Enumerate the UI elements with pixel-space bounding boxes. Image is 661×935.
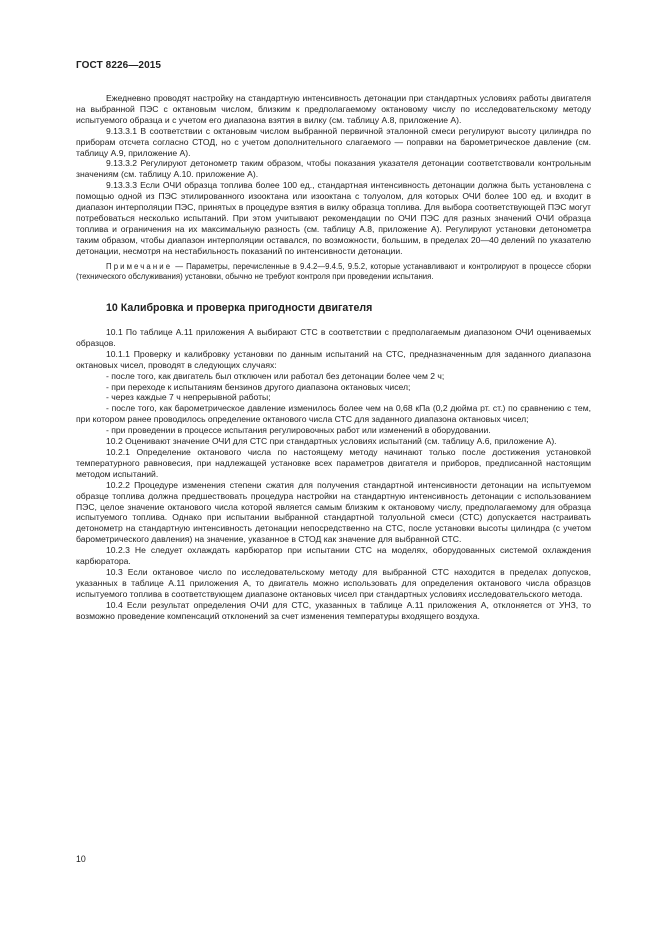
list-item: - при проведении в процессе испытания регулировочных работ или изменений в оборудовании. bbox=[106, 425, 491, 436]
paragraph-10-3: 10.3 Если октановое число по исследовательскому методу для выбранной СТС находится в пределах допусков, указанных в таблице А.11 приложения А, то двигатель можно использовать для определения октанового числа образцов испытуемого топлива в соответствующем диапазоне октановых чисел при стандартных условиях исследовательского метода. bbox=[76, 566, 591, 599]
document-body bbox=[76, 93, 591, 621]
list-item: - после того, как двигатель был отключен или работал без детонации более чем 2 ч; bbox=[106, 370, 445, 381]
list-item: - через каждые 7 ч непрерывной работы; bbox=[106, 392, 271, 403]
paragraph-10-2-3: 10.2.3 Не следует охлаждать карбюратор при испытании СТС на моделях, оборудованных системой охлаждения карбюратора. bbox=[76, 545, 591, 567]
note-text: — Параметры, перечисленные в 9.4.2—9.4.5, 9.5.2, которые устанавливают и контролируют в процессе сборки (технического обслуживания) установки, обычно не требуют контроля при проведении испытания. bbox=[76, 261, 591, 281]
paragraph-9-13-3-3: 9.13.3.3 Если ОЧИ образца топлива более 100 ед., стандартная интенсивность детонации должна быть установлена с помощью одной из ПЭС этилированного изооктана или изооктана с толуолом, для которых ОЧИ более 100 ед. и входит в диапазон интерполяции ПЭС, принятых в процедуре взятия в вилку образца топлива. Для выбора соответствующей ПЭС могут потребоваться несколько испытаний. При этом учитывают рекомендации по ОЧИ ПЭС для разных значений ОЧИ образца топлива и ограничения на их максимальную разность (см. таблицу А.8, приложение А). Регулируют установки детонометра таким образом, чтобы диапазон интерполяции оставался, по возможности, большим, в пределах 20—40 делений по указателю детонации, несмотря на нестабильность показаний по интенсивности детонации. bbox=[76, 180, 591, 256]
page-number: 10 bbox=[76, 854, 86, 864]
paragraph-10-2-2: 10.2.2 Процедуре изменения степени сжатия для получения стандартной интенсивности детонации на испытуемом образце топлива должна предшествовать процедура настройки на стандартную интенсивность детонации с использованием ПЭС, целое значение октанового числа которой является самым близким к октановому числу, предполагаемому для образца испытуемого топлива. Однако при испытании выбранной стандартной толуольной смеси (СТС) допускается настраивать детонометр на стандартную интенсивность детонации непосредственно на СТС, после установки высоты цилиндра (с учетом барометрического давления) на значение, указанное в СТОД как значение для выбранной СТС. bbox=[76, 479, 591, 545]
list-item: - при переходе к испытаниям бензинов другого диапазона октановых чисел; bbox=[106, 381, 411, 392]
list-item: - после того, как барометрическое давление изменилось более чем на 0,68 кПа (0,2 дюйма рт. ст.) по сравнению с тем, при котором ранее проводилось определение октанового числа СТС для заданного диапазона октановых чисел; bbox=[76, 403, 591, 425]
paragraph-10-2-1: 10.2.1 Определение октанового числа по настоящему методу начинают только после достижения установкой температурного равновесия, при надлежащей установке всех параметров двигателя и приборов, предписанной настоящим методом испытаний. bbox=[76, 446, 591, 479]
paragraph-10-4: 10.4 Если результат определения ОЧИ для СТС, указанных в таблице А.11 приложения А, отклоняется от УНЗ, то возможно проведение компенсаций отклонений за счет изменения температуры входящего воздуха. bbox=[76, 599, 591, 621]
paragraph-9-13-3-1: 9.13.3.1 В соответствии с октановым числом выбранной первичной эталонной смеси регулируют высоту цилиндра по приборам отсчета согласно СТОД, но с учетом дополнительного слагаемого — поправки на барометрическое давление (см. таблицу А.9, приложение А). bbox=[76, 125, 591, 158]
paragraph-9-13-3-2: 9.13.3.2 Регулируют детонометр таким образом, чтобы показания указателя детонации соответствовали контрольным значениям (см. таблицу А.10. приложение А). bbox=[76, 158, 591, 180]
section-title: 10 Калибровка и проверка пригодности двигателя bbox=[106, 302, 373, 314]
document-header: ГОСТ 8226—2015 bbox=[76, 60, 162, 71]
paragraph-daily-setup: Ежедневно проводят настройку на стандартную интенсивность детонации при стандартных условиях работы двигателя на выбранной ПЭС с октановым числом, близким к предполагаемому октановому числу по исследовательскому методу испытуемого образца и с учетом его диапазона взятия в вилку (см. таблицу А.8, приложение А). bbox=[76, 93, 591, 125]
note bbox=[76, 262, 591, 282]
paragraph-10-1-1: 10.1.1 Проверку и калибровку установки по данным испытаний на СТС, предназначенным для заданного диапазона октановых чисел, проводят в следующих случаях: bbox=[76, 348, 591, 370]
paragraph-10-1: 10.1 По таблице А.11 приложения А выбирают СТС в соответствии с предполагаемым диапазоном ОЧИ оцениваемых образцов. bbox=[76, 327, 591, 348]
paragraph-10-2: 10.2 Оценивают значение ОЧИ для СТС при стандартных условиях испытаний (см. таблицу А.6, приложение А). bbox=[106, 436, 557, 447]
note-label: Примечание bbox=[106, 261, 173, 271]
